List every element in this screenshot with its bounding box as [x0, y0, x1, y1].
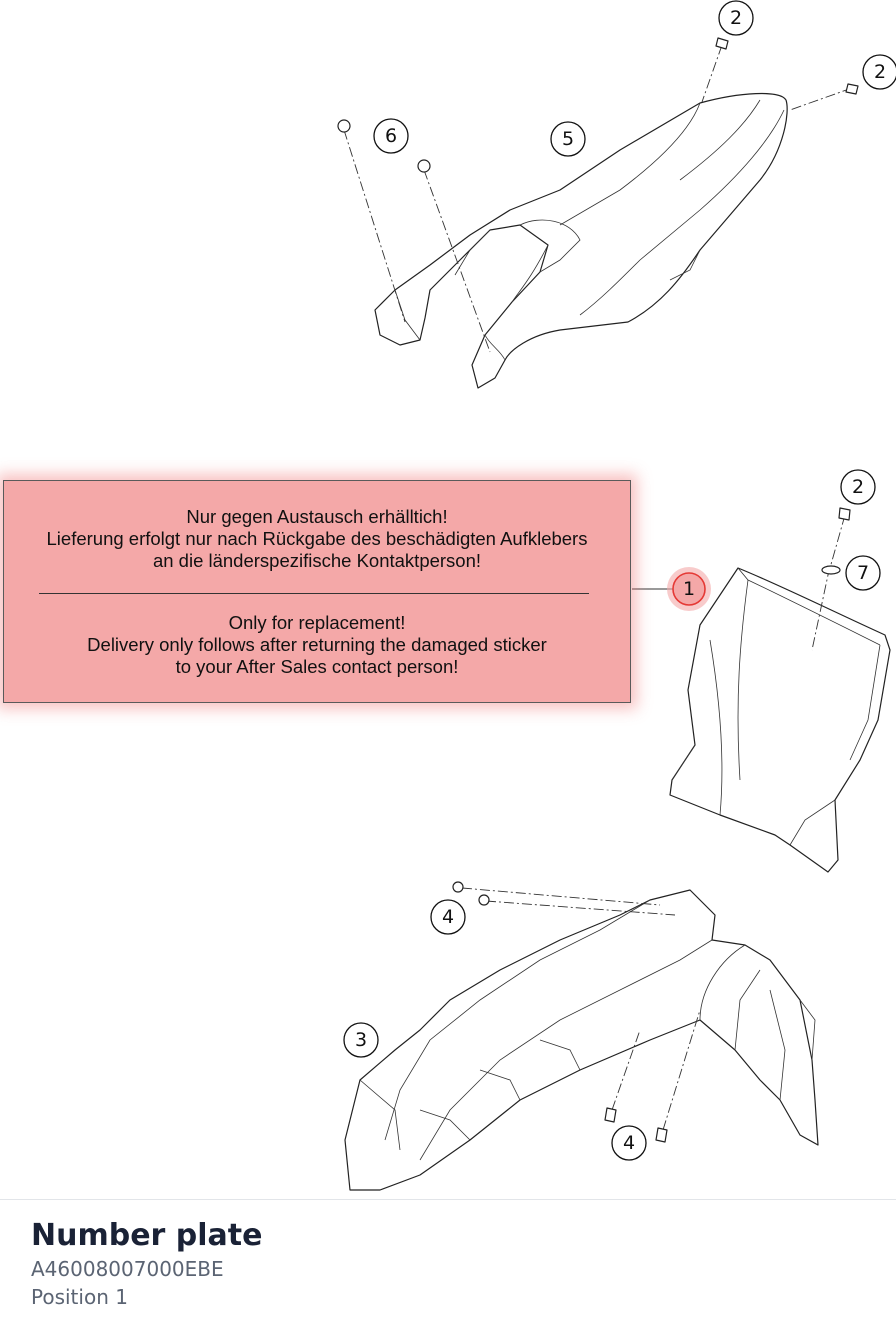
svg-text:2: 2: [851, 476, 865, 498]
notice-german-line-2: Lieferung erfolgt nur nach Rückgabe des beschädigten Aufklebers: [46, 528, 588, 549]
notice-german-line-1: Nur gegen Austausch erhälltich!: [186, 506, 448, 527]
svg-text:7: 7: [856, 562, 870, 584]
part-info-panel: [0, 1199, 896, 1336]
svg-text:2: 2: [729, 7, 743, 29]
svg-text:6: 6: [384, 125, 398, 147]
replacement-notice: [3, 480, 631, 703]
callout-2-middle[interactable]: [841, 470, 875, 504]
callout-4-top[interactable]: [431, 900, 465, 934]
callout-4-bottom[interactable]: [612, 1126, 646, 1160]
part-position: Position 1: [31, 1285, 128, 1309]
svg-text:1: 1: [682, 578, 696, 600]
svg-text:4: 4: [622, 1132, 636, 1154]
notice-english-line-2: Delivery only follows after returning the damaged sticker: [87, 634, 547, 655]
callout-6[interactable]: [374, 119, 408, 153]
svg-text:4: 4: [441, 906, 455, 928]
svg-text:5: 5: [561, 128, 575, 150]
notice-english: [4, 612, 630, 678]
notice-english-line-3: to your After Sales contact person!: [175, 656, 459, 677]
svg-text:2: 2: [873, 61, 887, 83]
callout-5[interactable]: [551, 122, 585, 156]
callout-7[interactable]: [846, 556, 880, 590]
svg-text:3: 3: [354, 1029, 368, 1051]
notice-german-line-3: an die länderspezifische Kontaktperson!: [152, 550, 482, 571]
part-title: Number plate: [31, 1218, 263, 1253]
part-number: A46008007000EBE: [31, 1257, 224, 1281]
notice-english-line-1: Only for replacement!: [228, 612, 406, 633]
callout-3[interactable]: [344, 1023, 378, 1057]
callout-1-highlighted[interactable]: [667, 567, 711, 611]
callout-2-right[interactable]: [863, 55, 896, 89]
rear-fender-assembly: [338, 38, 858, 388]
callout-2-top[interactable]: [719, 1, 753, 35]
front-fender-part: [345, 882, 818, 1190]
notice-german: [4, 506, 630, 572]
notice-divider: [39, 593, 589, 594]
